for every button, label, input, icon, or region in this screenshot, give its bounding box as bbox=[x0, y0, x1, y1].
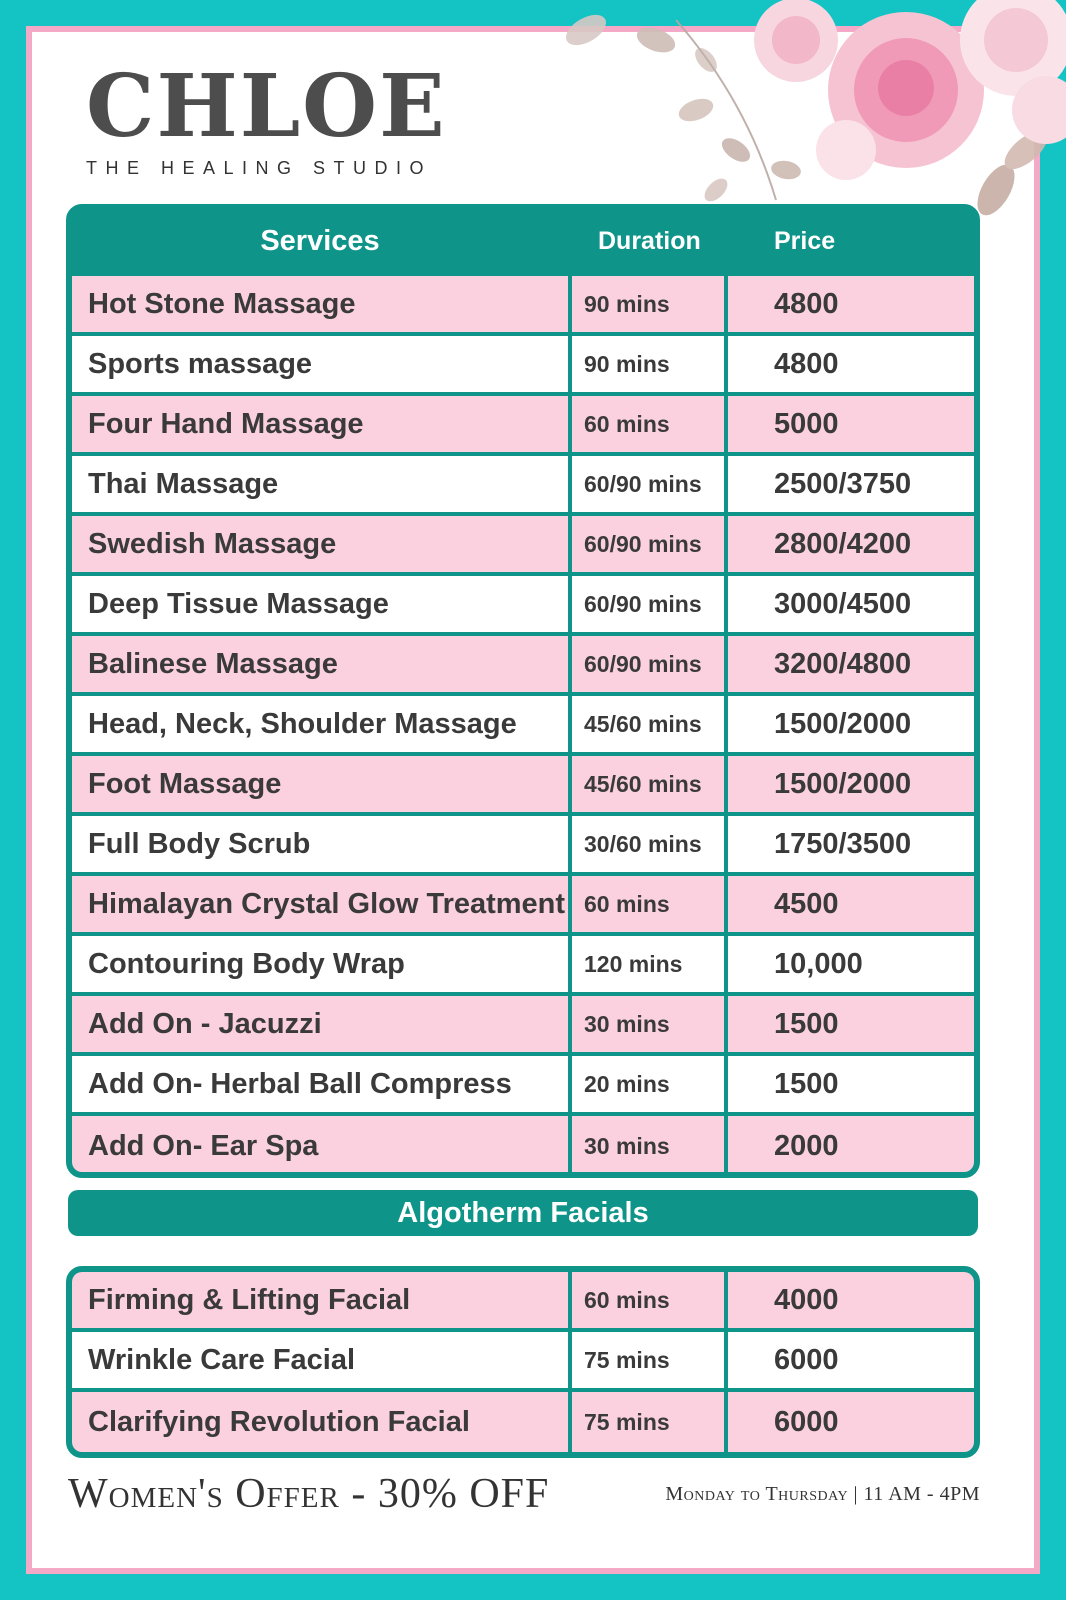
service-price: 2000 bbox=[728, 1116, 974, 1176]
table-row bbox=[72, 1392, 974, 1452]
service-duration: 60 mins bbox=[572, 396, 728, 452]
service-duration: 30/60 mins bbox=[572, 816, 728, 872]
header-duration: Duration bbox=[572, 210, 728, 272]
facial-price: 4000 bbox=[728, 1272, 974, 1328]
table-row bbox=[72, 576, 974, 636]
service-price: 3000/4500 bbox=[728, 576, 974, 632]
table-row bbox=[72, 876, 974, 936]
service-name: Full Body Scrub bbox=[72, 816, 572, 872]
brand-logo bbox=[86, 56, 447, 179]
facial-duration: 60 mins bbox=[572, 1272, 728, 1328]
service-name: Head, Neck, Shoulder Massage bbox=[72, 696, 572, 752]
service-name: Hot Stone Massage bbox=[72, 276, 572, 332]
footer bbox=[68, 1466, 980, 1522]
facial-duration: 75 mins bbox=[572, 1332, 728, 1388]
table-row bbox=[72, 396, 974, 456]
service-duration: 60/90 mins bbox=[572, 516, 728, 572]
table-row bbox=[72, 936, 974, 996]
service-duration: 60/90 mins bbox=[572, 456, 728, 512]
service-price: 3200/4800 bbox=[728, 636, 974, 692]
offer-text: Women's Offer - 30% OFF bbox=[68, 1471, 550, 1517]
service-name: Add On- Herbal Ball Compress bbox=[72, 1056, 572, 1112]
service-price: 1750/3500 bbox=[728, 816, 974, 872]
facial-price: 6000 bbox=[728, 1332, 974, 1388]
service-price: 4500 bbox=[728, 876, 974, 932]
table-row bbox=[72, 996, 974, 1056]
table-header bbox=[72, 210, 974, 276]
service-price: 1500 bbox=[728, 1056, 974, 1112]
facial-name: Wrinkle Care Facial bbox=[72, 1332, 572, 1388]
service-duration: 30 mins bbox=[572, 996, 728, 1052]
service-name: Swedish Massage bbox=[72, 516, 572, 572]
header-services: Services bbox=[72, 210, 572, 272]
table-row bbox=[72, 696, 974, 756]
service-price: 2500/3750 bbox=[728, 456, 974, 512]
service-price: 1500/2000 bbox=[728, 696, 974, 752]
table-row bbox=[72, 276, 974, 336]
table-row bbox=[72, 456, 974, 516]
brand-subtitle: THE HEALING STUDIO bbox=[86, 158, 433, 178]
service-price: 2800/4200 bbox=[728, 516, 974, 572]
table-row bbox=[72, 756, 974, 816]
service-duration: 120 mins bbox=[572, 936, 728, 992]
facials-table bbox=[66, 1266, 980, 1458]
services-table bbox=[66, 204, 980, 1178]
service-name: Contouring Body Wrap bbox=[72, 936, 572, 992]
table-row bbox=[72, 636, 974, 696]
service-duration: 60 mins bbox=[572, 876, 728, 932]
brand-name: CHLOE bbox=[86, 56, 447, 157]
service-price: 10,000 bbox=[728, 936, 974, 992]
service-duration: 45/60 mins bbox=[572, 756, 728, 812]
service-price: 1500 bbox=[728, 996, 974, 1052]
facial-name: Firming & Lifting Facial bbox=[72, 1272, 572, 1328]
service-duration: 60/90 mins bbox=[572, 636, 728, 692]
service-name: Sports massage bbox=[72, 336, 572, 392]
service-duration: 90 mins bbox=[572, 276, 728, 332]
service-name: Four Hand Massage bbox=[72, 396, 572, 452]
table-row bbox=[72, 816, 974, 876]
table-row bbox=[72, 1272, 974, 1332]
service-name: Add On- Ear Spa bbox=[72, 1116, 572, 1176]
header-price: Price bbox=[728, 210, 974, 272]
service-price: 1500/2000 bbox=[728, 756, 974, 812]
service-duration: 20 mins bbox=[572, 1056, 728, 1112]
service-price: 4800 bbox=[728, 336, 974, 392]
service-name: Thai Massage bbox=[72, 456, 572, 512]
table-row bbox=[72, 336, 974, 396]
service-name: Foot Massage bbox=[72, 756, 572, 812]
table-row bbox=[72, 1116, 974, 1176]
service-name: Deep Tissue Massage bbox=[72, 576, 572, 632]
facial-duration: 75 mins bbox=[572, 1392, 728, 1452]
service-duration: 30 mins bbox=[572, 1116, 728, 1176]
service-name: Himalayan Crystal Glow Treatment bbox=[72, 876, 572, 932]
facials-section-title: Algotherm Facials bbox=[68, 1190, 978, 1236]
service-duration: 45/60 mins bbox=[572, 696, 728, 752]
table-row bbox=[72, 1332, 974, 1392]
service-name: Add On - Jacuzzi bbox=[72, 996, 572, 1052]
service-name: Balinese Massage bbox=[72, 636, 572, 692]
service-price: 5000 bbox=[728, 396, 974, 452]
table-row bbox=[72, 1056, 974, 1116]
service-price: 4800 bbox=[728, 276, 974, 332]
table-row bbox=[72, 516, 974, 576]
facial-price: 6000 bbox=[728, 1392, 974, 1452]
service-duration: 60/90 mins bbox=[572, 576, 728, 632]
offer-hours: Monday to Thursday | 11 AM - 4PM bbox=[665, 1482, 980, 1505]
facial-name: Clarifying Revolution Facial bbox=[72, 1392, 572, 1452]
service-duration: 90 mins bbox=[572, 336, 728, 392]
